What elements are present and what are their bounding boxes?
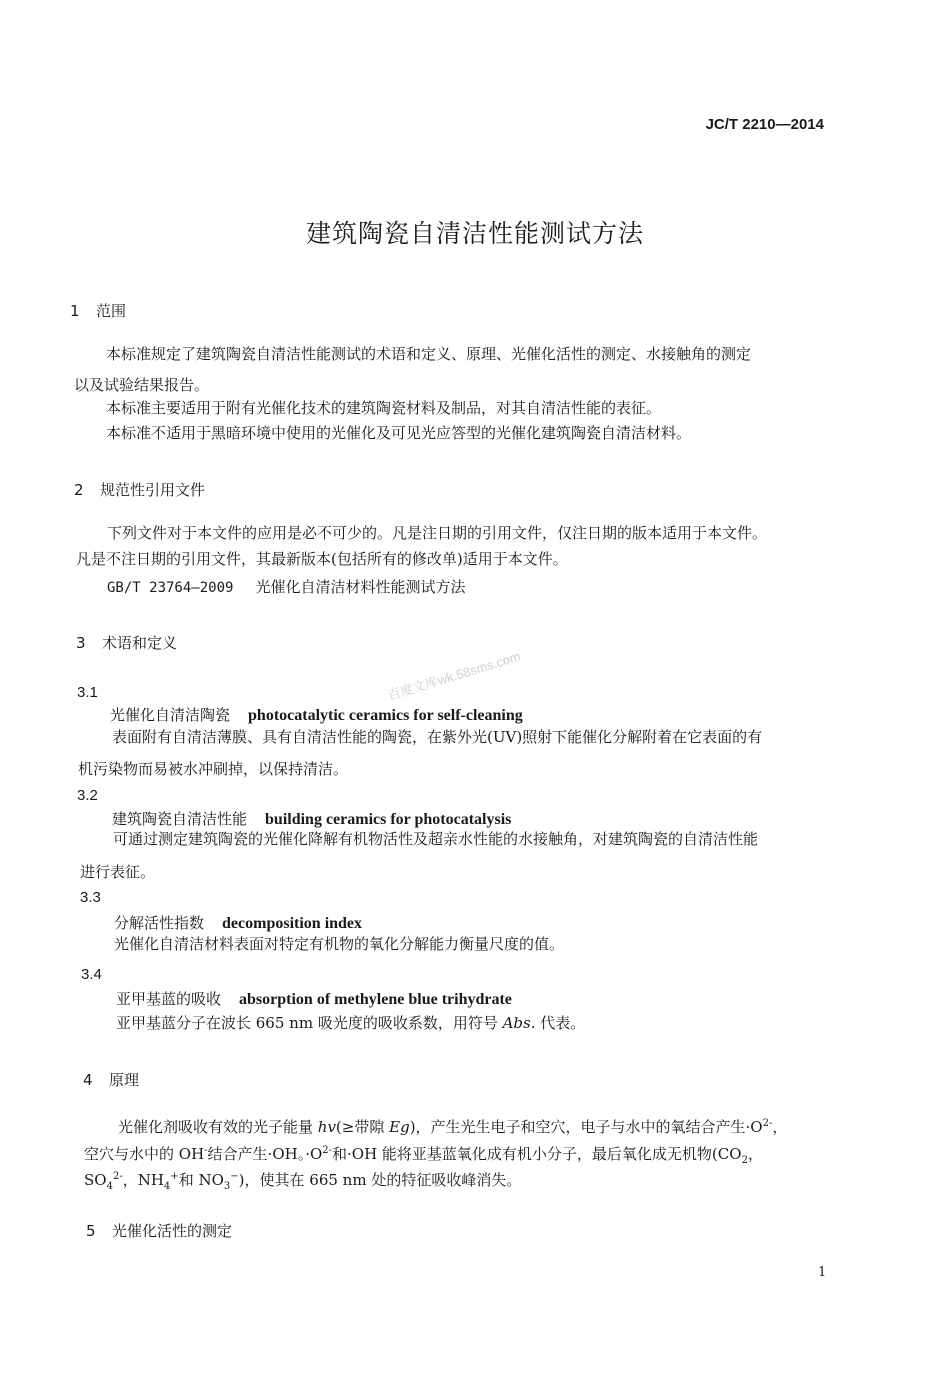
page-number: 1 <box>818 1265 827 1280</box>
term-heading <box>114 912 362 933</box>
term-english: building ceramics for photocatalysis <box>265 811 512 828</box>
s2-paragraph-line: 凡是不注日期的引用文件，其最新版本(包括所有的修改单)适用于本文件。 <box>76 550 568 568</box>
principle-line: 光催化剂吸收有效的光子能量 hv(≥带隙 Eg)，产生光生电子和空穴，电子与水中的氧结合产生$\cdot O^{2-}$， <box>118 1118 788 1136</box>
standard-number: JC/T 2210—2014 <box>705 116 824 133</box>
section-title: 规范性引用文件 <box>100 481 206 499</box>
section-2-heading <box>74 479 205 500</box>
section-title: 光催化活性的测定 <box>112 1222 233 1240</box>
principle-line: 空穴与水中的 OH-结合产生·OH。$\cdot O^{2-}$和·OH 能将亚基蓝氧化成有机小分子，最后氧化成无机物($CO_2$， <box>84 1145 763 1166</box>
s2-paragraph-line: 下列文件对于本文件的应用是必不可少的。凡是注日期的引用文件，仅注日期的版本适用于本文件。 <box>107 524 768 542</box>
term-number: 3.2 <box>77 787 98 804</box>
document-title: 建筑陶瓷自清洁性能测试方法 <box>305 219 644 248</box>
watermark-text: 百度文库wk.58sms.com <box>385 648 523 704</box>
term-definition: 亚甲基蓝分子在波长 665 nm 吸光度的吸收系数，用符号 Abs. 代表。 <box>116 1014 586 1032</box>
reference-code: GB/T 23764—2009 <box>107 580 234 596</box>
term-heading <box>116 988 512 1009</box>
section-number: 3 <box>76 634 86 652</box>
abs-symbol: Abs. <box>502 1014 536 1032</box>
s1-paragraph-line: 本标准规定了建筑陶瓷自清洁性能测试的术语和定义、原理、光催化活性的测定、水接触角的测定 <box>106 345 752 363</box>
section-title: 术语和定义 <box>102 634 178 652</box>
term-chinese: 分解活性指数 <box>114 914 205 932</box>
term-english: decomposition index <box>222 915 363 932</box>
term-definition: 光催化自清洁材料表面对特定有机物的氧化分解能力衡量尺度的值。 <box>114 935 565 953</box>
term-heading <box>112 808 511 829</box>
reference-title: 光催化自清洁材料性能测试方法 <box>255 578 466 596</box>
term-chinese: 亚甲基蓝的吸收 <box>116 990 222 1008</box>
section-title: 原理 <box>109 1071 140 1089</box>
term-number: 3.1 <box>77 684 98 701</box>
section-3-heading <box>76 632 177 653</box>
s1-paragraph-line: 以及试验结果报告。 <box>74 376 210 394</box>
term-definition: 表面附有自清洁薄膜、具有自清洁性能的陶瓷，在紫外光(UV)照射下能催化分解附着在它表面的有 <box>112 728 763 746</box>
normative-reference <box>107 576 465 599</box>
term-chinese: 光催化自清洁陶瓷 <box>110 706 231 724</box>
section-number: 2 <box>74 481 84 499</box>
term-number: 3.3 <box>80 889 101 906</box>
term-heading <box>110 704 523 725</box>
term-number: 3.4 <box>81 966 102 983</box>
s1-paragraph: 本标准不适用于黑暗环境中使用的光催化及可见光应答型的光催化建筑陶瓷自清洁材料。 <box>106 424 692 442</box>
section-number: 5 <box>86 1222 96 1240</box>
section-5-heading <box>86 1220 232 1241</box>
section-title: 范围 <box>96 302 127 320</box>
term-definition: 机污染物而易被水冲刷掉，以保持清洁。 <box>78 760 349 778</box>
term-english: photocatalytic ceramics for self-cleaning <box>248 707 523 724</box>
term-definition: 可通过测定建筑陶瓷的光催化降解有机物活性及超亲水性能的水接触角，对建筑陶瓷的自清洁性能 <box>113 830 759 848</box>
section-number: 4 <box>83 1071 93 1089</box>
section-1-heading <box>70 300 126 321</box>
term-chinese: 建筑陶瓷自清洁性能 <box>112 810 248 828</box>
principle-line: $SO_4^{2-}$，$NH_4^+$和 $NO_3^-$)，使其在 665 nm 处的特征吸收峰消失。 <box>84 1171 522 1192</box>
term-definition: 进行表征。 <box>80 863 156 881</box>
section-number: 1 <box>70 302 80 320</box>
s1-paragraph: 本标准主要适用于附有光催化技术的建筑陶瓷材料及制品，对其自清洁性能的表征。 <box>106 399 662 417</box>
term-english: absorption of methylene blue trihydrate <box>239 991 512 1008</box>
section-4-heading <box>83 1069 139 1090</box>
